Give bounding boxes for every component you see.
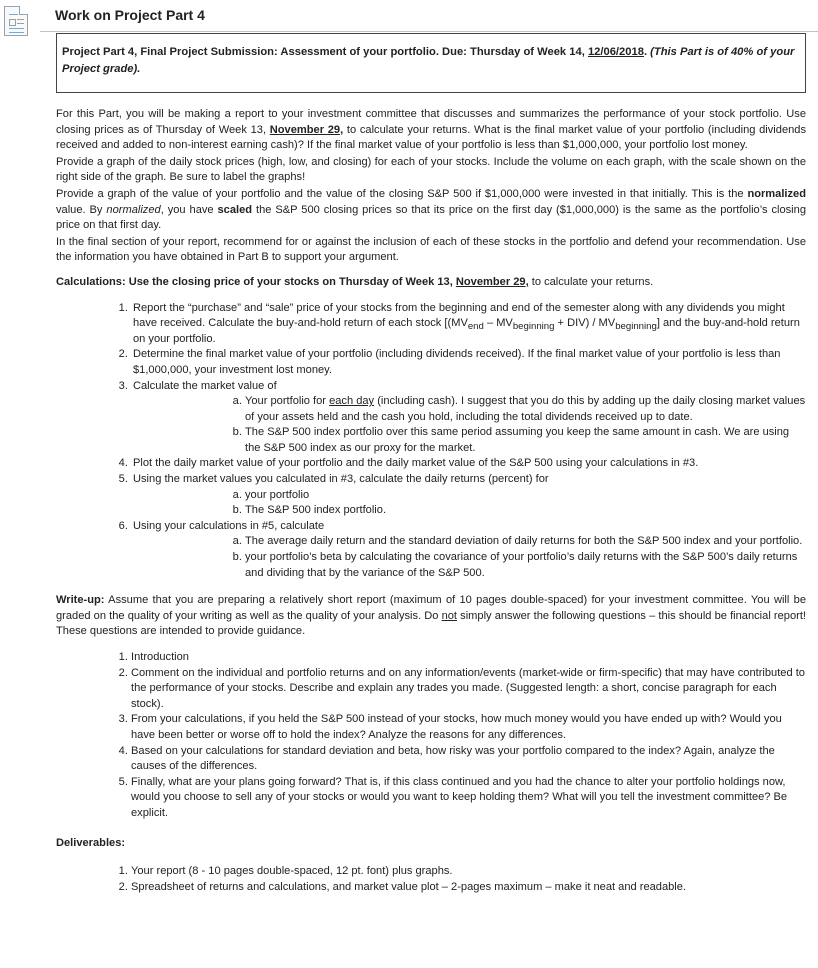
i1-sub-beginning-2: beginning	[615, 321, 657, 333]
deliverables-heading: Deliverables:	[56, 836, 126, 849]
document-icon	[4, 6, 28, 36]
assignment-summary-box	[56, 33, 806, 93]
assignment-summary	[62, 44, 801, 78]
calculations-list	[56, 301, 806, 582]
writeup-head: Write-up:	[56, 594, 105, 607]
sub-list	[133, 488, 806, 519]
intro-paragraph-3	[56, 187, 806, 234]
assignment-body	[56, 33, 806, 895]
closing-date: November 29,	[269, 123, 344, 136]
list-item	[131, 472, 806, 519]
i1-sub-beginning: beginning	[512, 321, 555, 333]
writeup-paragraph	[56, 593, 806, 640]
writeup-a: Assume that you are preparing a relatively short report (maximum of 10 pages double-spaced) for your investment committee. You will be graded on the quality of your writing as well as the quality of your analysis. Do	[56, 594, 806, 622]
list-item	[131, 301, 806, 348]
i6-text: Using your calculations in #5, calculate	[133, 519, 325, 532]
summary-sep: .	[643, 46, 651, 58]
list-item	[131, 379, 806, 457]
list-item: b. The S&P 500 index portfolio over this same period assuming you keep the same amount in cash. We are using the S&P 500 index as our proxy for the market.	[245, 425, 806, 456]
summary-text: Project Part 4, Final Project Submission: Assessment of your portfolio. Due: Thursday of Week 14,	[62, 46, 588, 58]
i1-c: + DIV) / MV	[554, 317, 616, 330]
list-item	[131, 519, 806, 581]
list-item: 1. Introduction	[131, 650, 806, 666]
i1-sub-end: end	[467, 321, 484, 333]
calc-head: Calculations: Use the closing price of your stocks on Thursday of Week 13,	[56, 275, 456, 288]
i3a-post: (including cash). I suggest that you do this by adding up the daily closing market values of your assets held and the cash you hold, including the total dividends received up to date.	[245, 395, 806, 423]
list-item	[245, 394, 806, 425]
i5-text: Using the market values you calculated in #3, calculate the daily returns (percent) for	[133, 473, 549, 486]
p3-g: the S&P 500 closing prices so that its price on the first day ($1,000,000) is the same as the portfolio’s closing price on that first day.	[56, 203, 806, 232]
sub-list	[133, 534, 806, 581]
i1-d: ] and the buy-and-hold return on your portfolio.	[133, 317, 800, 345]
intro-paragraph-2: Provide a graph of the daily stock prices (high, low, and closing) for each of your stocks. Include the volume on each graph, with the scale shown on the right side of the graph. Be sure to label the graphs!	[56, 155, 806, 184]
summary-end: .	[137, 63, 141, 75]
list-item: a. The average daily return and the standard deviation of daily returns for both the S&P 500 index and your portfolio.	[245, 534, 806, 550]
list-item: 5. Finally, what are your plans going forward? That is, if this class continued and you had the chance to alter your portfolio holdings now, would you choose to sell any of your stocks or would you want to keep holding them? What will you tell the investment committee? Be explicit.	[131, 775, 806, 822]
intro-p1-text: For this Part, you will be making a report to your investment committee that discusses and summarizes the performance of your stock portfolio. Use closing prices as of Thursday of Week 13,	[56, 108, 806, 136]
list-item: 2. Comment on the individual and portfolio returns and on any information/events (market-wide or firm-specific) that may have contributed to the performance of your stocks. Describe and explain any trades you made. (Suggested length: a short, concise paragraph for each stock).	[131, 666, 806, 713]
p3-e: , you have	[160, 203, 218, 216]
intro-p1-rest: to calculate your returns. What is the final market value of your portfolio (including dividends received and added to non-interest earning cash)? If the final market value of your portfolio is less than $1,000,000, your portfolio lost money.	[56, 123, 806, 152]
writeup-list	[56, 650, 806, 822]
list-item: 4. Based on your calculations for standard deviation and beta, how risky was your portfolio compared to the index? Again, analyze the causes of the differences.	[131, 744, 806, 775]
grade-weight: (This Part is of 40% of your Project grade)	[62, 46, 795, 75]
list-item: a. your portfolio	[245, 488, 806, 504]
list-item: 2. Spreadsheet of returns and calculations, and market value plot – 2-pages maximum – make it neat and readable.	[131, 880, 806, 896]
p3-scaled: scaled	[217, 203, 253, 216]
deliverables-list	[56, 864, 806, 895]
p3-normalized-bold: normalized	[747, 187, 806, 200]
i1-a: Report the “purchase” and “sale” price of your stocks from the beginning and end of the semester along with any dividends you might have received. Calculate the buy-and-hold return of each stock [(MV	[133, 301, 785, 330]
i3a-pre: Your portfolio for	[245, 395, 330, 408]
list-item: b. your portfolio’s beta by calculating the covariance of your portfolio’s daily returns with the S&P 500’s daily returns and dividing that by the variance of the S&P 500.	[245, 550, 806, 581]
list-item: 1. Your report (8 - 10 pages double-spaced, 12 pt. font) plus graphs.	[131, 864, 806, 880]
due-date: 12/06/2018	[587, 46, 644, 58]
i3-text: Calculate the market value of	[133, 379, 277, 392]
list-item: b. The S&P 500 index portfolio.	[245, 503, 806, 519]
intro-paragraph-4: In the final section of your report, recommend for or against the inclusion of each of these stocks in the portfolio and defend your recommendation. Use the information you have obtained in Part B to support your argument.	[56, 235, 806, 264]
list-item: 4. Plot the daily market value of your portfolio and the daily market value of the S&P 500 using your calculations in #3.	[131, 456, 806, 472]
i1-b: – MV	[483, 317, 513, 330]
calc-date: November 29,	[455, 275, 529, 288]
calc-head-rest: to calculate your returns.	[528, 275, 654, 288]
page-title: Work on Project Part 4	[55, 7, 205, 23]
p3-c: value. By	[56, 203, 107, 216]
calculations-heading	[56, 275, 806, 291]
writeup-not: not	[441, 609, 458, 622]
sub-list	[133, 394, 806, 456]
writeup-b: simply answer the following questions – this should be financial report! These questions are intended to provide guidance.	[56, 609, 806, 638]
i3a-each-day: each day	[329, 395, 375, 408]
list-item: 3. From your calculations, if you held the S&P 500 instead of your stocks, how much money would you have ended up with? Would you have been better or worse off to hold the index? Analyze the reasons for any differences.	[131, 712, 806, 743]
p3-a: Provide a graph of the value of your portfolio and the value of the closing S&P 500 if $1,000,000 were invested in that initially. This is the	[56, 187, 748, 200]
title-divider	[40, 31, 818, 32]
intro-paragraph-1	[56, 107, 806, 154]
list-item: 2. Determine the final market value of your portfolio (including dividends received). If the final market value of your portfolio is less than $1,000,000, your investment lost money.	[131, 347, 806, 378]
p3-normalized-italic: normalized	[106, 203, 161, 216]
